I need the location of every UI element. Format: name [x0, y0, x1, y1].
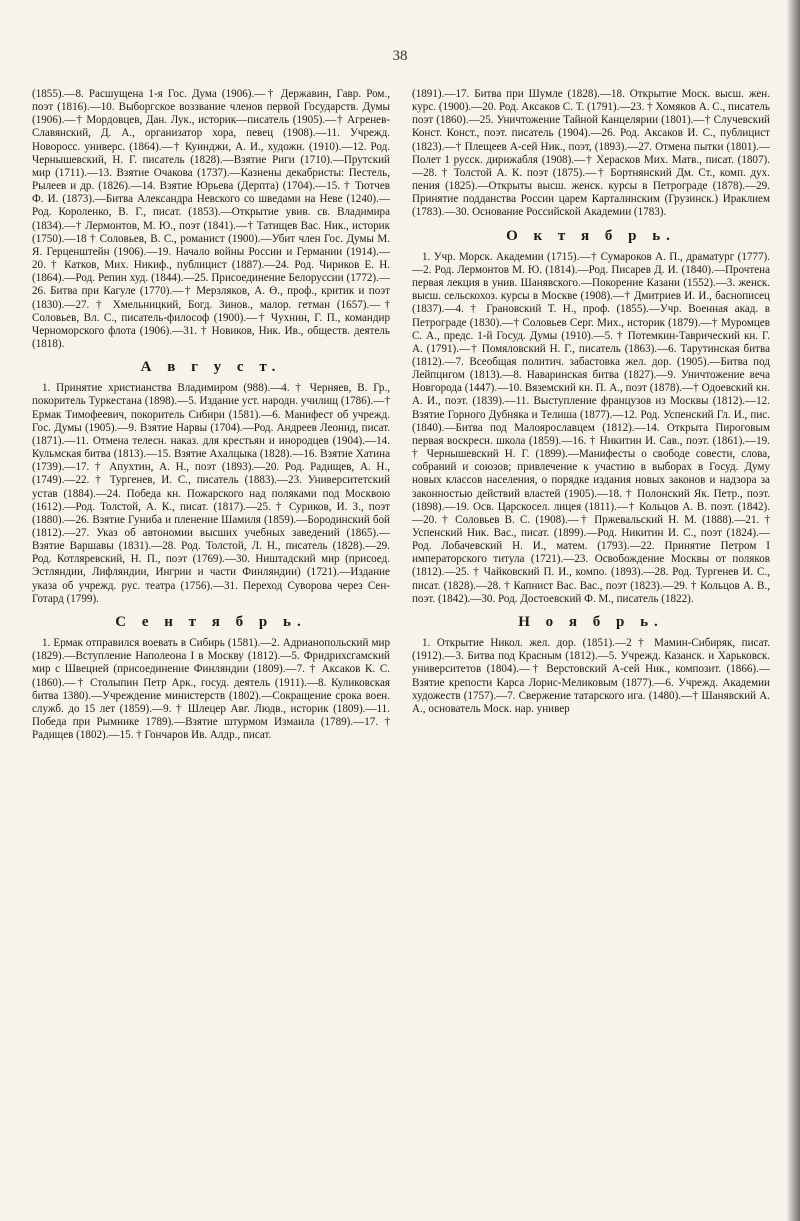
left-column	[32, 88, 390, 1208]
september-text: 1. Ермак отправился воевать в Сибирь (1581).—2. Адрианопольский мир (1829).—Вступление Наполеона I в Москву (1812).—5. Фридрихсгамский мир с Швецией (присоединение Финляндии (1809).—7. † Аксаков К. С. (1860).—† Столыпин Петр Арк., госуд. деятель (1911).—8. Куликовская битва 1380).—Учреждение министерств (1802).—Сокращение срока воен. служб. до 15 лет (1859).—9. † Шлецер Авг. Людв., историк (1809).—11. Победа при Рымнике 1789).—Взятие штурмом Измаила (1789).—17. † Радищев (1802).—15. † Гончаров Ив. Алдр., писат.	[32, 637, 390, 742]
october-heading: О к т я б р ь.	[506, 227, 676, 244]
right-column	[412, 88, 770, 1208]
september-heading: С е н т я б р ь.	[115, 613, 307, 630]
august-heading: А в г у с т.	[140, 359, 282, 376]
text-columns	[32, 88, 770, 1208]
page-number: 38	[392, 48, 408, 64]
august-text: 1. Принятие христианства Владимиром (988).—4. † Черняев, В. Гр., покоритель Туркестана (1898).—5. Издание уст. народн. училищ (1786).—† Ермак Тимофеевич, покоритель Сибири (1581).—6. Манифест об учрежд. Гос. Думы (1905).—9. Взятие Нарвы (1704).—Род. Андреев Леонид, писат. (1871).—11. Отмена телесн. наказ. для крестьян и инородцев (1904).—14. Кульмская битва (1813).—15. Взятие Ахалцыка (1828).—16. Взятие Хатина (1739).—17. † Апухтин, А. Н., поэт (1893).—20. Род. Радищев, А. Н., (1749).—22. † Тургенев, И. С., писатель (1883).—23. Университетский устав (1884).—24. Победа кн. Пожарского над поляками под Москвою (1612).—Род. Толстой, А. К., писат. (1817).—25. † Суриков, И. З., поэт (1880).—26. Взятие Гуниба и пленение Шамиля (1859).—Бородинский бой (1812).—27. Указ об автономии высших учебных заведений (1865).—Взятие Варшавы (1831).—28. Род. Толстой, Л. Н., писатель (1828).—29. Род. Котляревский, Н. П., поэт (1769).—30. Ништадский мир (присоед. Эстляндии, Лифляндии, Ингрии и части Финляндии) (1721).—Издание указа об учрежд. рус. театра (1756).—31. Переход Суворова через Сен-Готард (1799).	[32, 382, 390, 605]
november-heading: Н о я б р ь.	[518, 613, 664, 630]
october-text: 1. Учр. Морск. Академии (1715).—† Сумароков А. П., драматург (1777).—2. Род. Лермонтов М. Ю. (1814).—Род. Писарев Д. И. (1840).—Прочтена первая лекция в унив. Шанявского.—Покорение Казани (1552).—3. женск. высш. сельскохоз. курсы в Москве (1908).—† Дмитриев И. И., баснописец (1837).—4. † Грановский Т. Н., проф. (1855).—Учр. Военная акад. в Петрограде (1830).—† Соловьев Серг. Мих., историк (1879).—† Муромцев С. А., предс. 1-й Госуд. Думы (1910).—5. † Потемкин-Таврический кн. Г. А. (1791).—† Помяловский Н. Г., писатель (1863).—6. Тарутинская битва (1812).—7. Всеобщая политич. забастовка жел. дор. (1905).—Битва под Лейпцигом (1813).—8. Наваринская битва (1827).—9. Уничтожение веча Новгорода (1447).—10. Вяземский кн. П. А., поэт (1878).—† Одоевский кн. А. И., поэт. (1839).—11. Выступление французов из Москвы (1812).—12. Взятие Горного Дубняка и Телиша (1877).—12. Род. Успенский Гл. И., пис. (1840).—Битва под Малоярославцем (1812).—14. Открыта Пироговым первая воскресн. школа (1859).—16. † Никитин И. Сав., поэт. (1861).—19. † Чернышевский Н. Г. (1899).—Манифесты о свободе совести, слова, собраний и союзов; привлечение к участию в выборах в Госуд. Думу новых классов населения, о порядке издания новых законов и надзора за законностью действий властей (1905).—18. † Полонский Як. Петр., поэт. (1898).—19. Осв. Царскосел. лицея (1811).—† Кольцов А. В. поэт. (1842).—20. † Соловьев В. С. (1908).—† Пржевальский Н. М. (1888).—21. † Успенский Ник. Вас., писат. (1899).—Род. Никитин И. С., поэт (1824).—Род. Лобачевский Н. И., матем. (1793).—22. Принятие Петром I императорского титула (1721).—23. Освобождение Москвы от поляков (1812).—25. † Чайковский П. И., компо. (1893).—28. Род. Тургенев И. С., писат. (1828).—28. † Капнист Вас. Вас., поэт (1823).—29. † Кольцов А. В., поэт. (1842).—30. Род. Достоевский Ф. М., писатель (1822).	[412, 250, 770, 605]
november-text: 1. Открытие Никол. жел. дор. (1851).—2 † Мамин-Сибиряк, писат. (1912).—3. Битва под Красным (1812).—5. Учрежд. Казанск. и Харьковск. университетов (1804).—† Верстовский А-сей Ник., композит. (1866).—Взятие крепости Карса Лорис-Меликовым (1877).—6. Учрежд. Академии художеств (1757).—7. Свержение татарского ига. (1480).—† Шанявский А. А., основатель Моск. нар. универ	[412, 637, 770, 715]
september-continuation-text: (1891).—17. Битва при Шумле (1828).—18. Открытие Моск. высш. жен. курс. (1900).—20. Род. Аксаков С. Т. (1791).—23. † Хомяков А. С., писатель поэт (1860).—25. Уничтожение Тайной Канцелярии (1801).—† Случевский Конст. Конст., поэт. писатель (1904).—26. Род. Аксаков И. С., публицист (1823).—† Плещеев А-сей Ник., поэт, (1893).—27. Отмена пытки (1801).—Полет 1 русск. дирижабля (1908).—† Херасков Мих. Матв., писат. (1807).—28. † Толстой А. К. поэт (1875).—† Бортнянский Дм. Ст., комп. дух. пения (1825).—Открыты высш. женск. курсы в Петрограде (1878).—29. Принятие подданства России царем Карталинским (Грузинск.) Ираклием (1783).—30. Основание Российской Академии (1783).	[412, 88, 770, 219]
july-continuation-text: (1855).—8. Расшущена 1-я Гос. Дума (1906).—† Державин, Гавр. Ром., поэт (1816).—10. Выборгское воззвание членов первой Государств. Думы (1906).—† Мордовцев, Дан. Лук., историк—писатель (1905).—† Агренев-Славянский, Д. А., организатор хора, певец (1908).—11. Учрежд. Новоросс. универс. (1864).—† Куинджи, А. И., художн. (1910).—12. Род. Чернышевский, Н. Г. писатель (1828).—Взятие Риги (1710).—Прутский мир (1711).—13. Взятие Очакова (1737).—Казнены декабристы: Пестель, Рылеев и др. (1826).—14. Взятие Юрьева (Дерпта) (1704).—15. † Тютчев Ф. И. (1873).—Битва Александра Невского со шведами на Неве (1240).—Род. Короленко, В. Г., писат. (1853).—Открытие увив. св. Владимира (1834).—† Лермонтов, М. Ю., поэт (1841).—† Татищев Вас. Ник., историк (1750).—18 † Соловьев, В. С., романист (1900).—Убит член Гос. Думы М. Я. Герценштейн (1906).—19. Начало войны России и Германии (1914).—20. † Катков, Мих. Никиф., публицист (1887).—24. Род. Чириков Е. Н. (1864).—Род. Репин худ. (1844).—25. Присоединение Белоруссии (1772).—26. Битва при Кагуле (1770).—† Мерзляков, А. Ө., проф., критик и поэт (1830).—27. † Хмельницкий, Богд. Зинов., малор. гетман (1657).—† Соловьев, Вл. С., писатель-философ (1900).—† Чухнин, Г. П., командир Черноморского флота (1906).—31. † Новиков, Ник. Ив., обществ. деятель (1818).	[32, 88, 390, 350]
page-edge-shadow	[786, 0, 800, 1221]
